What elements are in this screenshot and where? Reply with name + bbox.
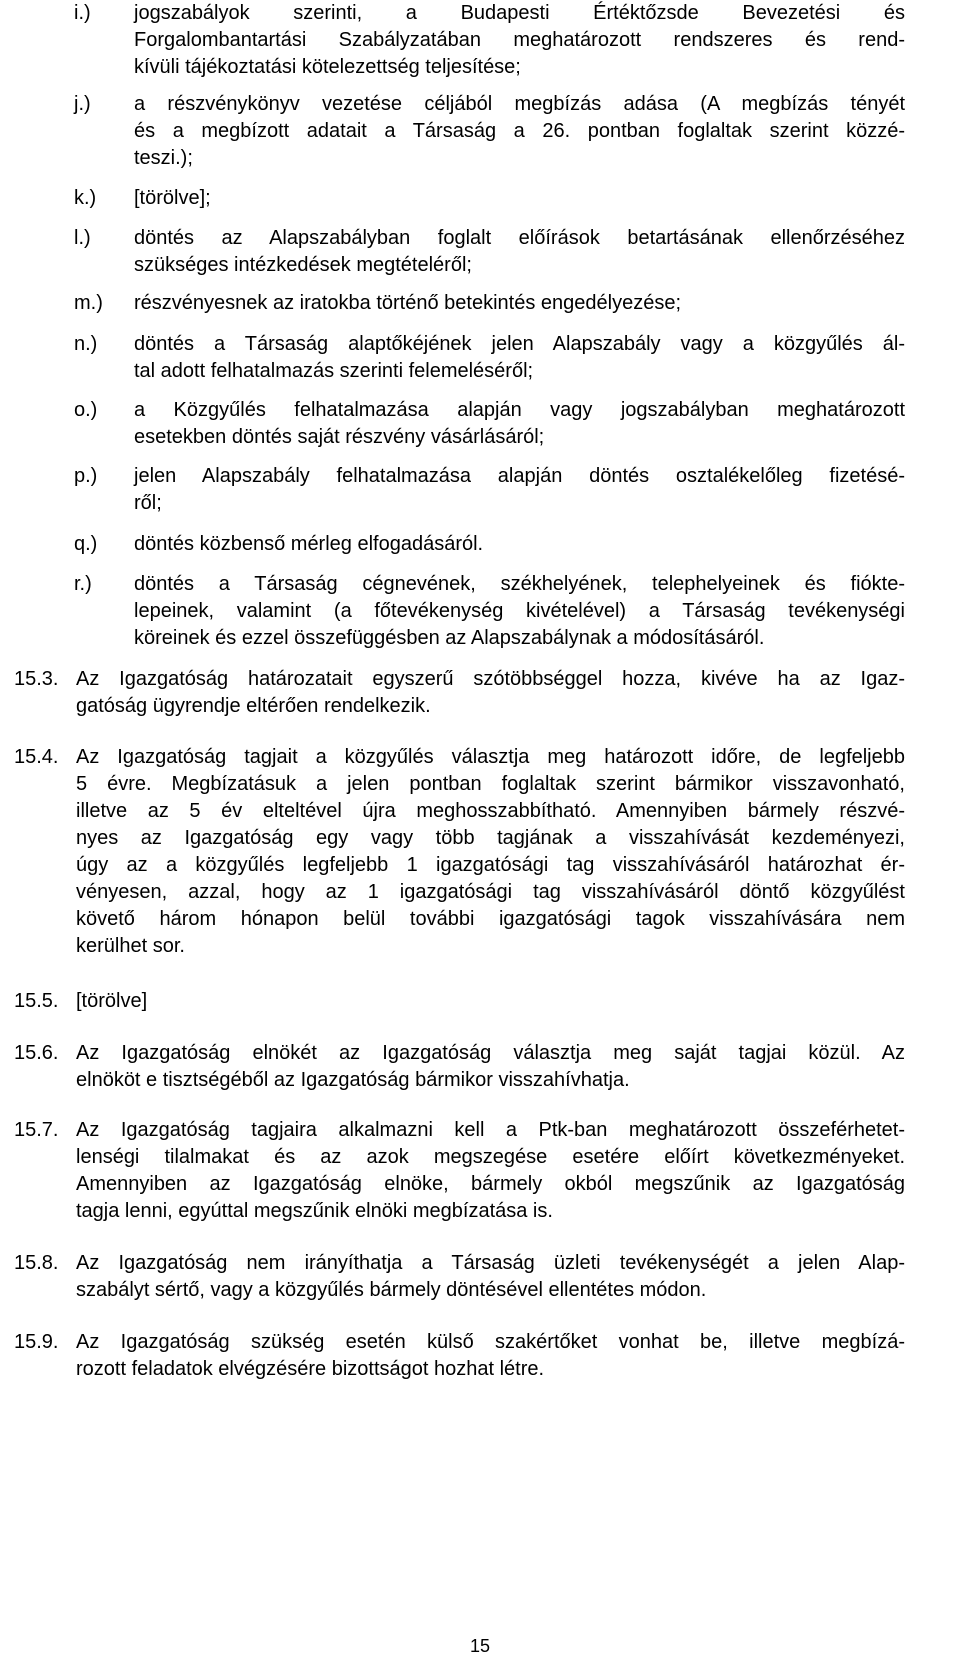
list-item-label: o.) (74, 399, 98, 421)
text-line: tal adott felhatalmazás szerinti felemeléséről; (134, 360, 534, 382)
list-item-label: i.) (74, 2, 91, 24)
list-item-label: l.) (74, 227, 91, 249)
text-line: lenségi tilalmakat és az azok megszegése esetére előírt következményeket. (76, 1146, 905, 1168)
text-line: gatóság ügyrendje eltérően rendelkezik. (76, 695, 431, 717)
section-label: 15.5. (14, 990, 59, 1012)
list-item-label: k.) (74, 187, 97, 209)
list-item-text (134, 531, 905, 558)
list-item-text (134, 331, 905, 385)
section-text (76, 1329, 905, 1383)
text-line: lepeinek, valamint (a főtevékenység kivételével) a Társaság tevékenységi (134, 600, 905, 622)
text-line: szükséges intézkedések megtételéről; (134, 254, 472, 276)
list-item-text (134, 0, 905, 81)
section-text (76, 1117, 905, 1225)
text-line: Az Igazgatóság tagjaira alkalmazni kell a Ptk-ban meghatározott összeférhetet- (76, 1119, 905, 1141)
text-line: vényesen, azzal, hogy az 1 igazgatósági tag visszahívásáról döntő közgyűlést (76, 881, 905, 903)
section-text (76, 666, 905, 720)
section-label: 15.4. (14, 746, 59, 768)
section-text (76, 744, 905, 960)
text-line: tagja lenni, egyúttal megszűnik elnöki megbízatása is. (76, 1200, 553, 1222)
list-item-label: r.) (74, 573, 92, 595)
section-label: 15.6. (14, 1042, 59, 1064)
text-line: elnököt e tisztségéből az Igazgatóság bármikor visszahívhatja. (76, 1069, 630, 1091)
section-label: 15.7. (14, 1119, 59, 1141)
text-line: Az Igazgatóság nem irányíthatja a Társaság üzleti tevékenységét a jelen Alap- (76, 1252, 905, 1274)
section-text (76, 1040, 905, 1094)
list-item-label: j.) (74, 93, 91, 115)
list-item-text (134, 225, 905, 279)
section-label: 15.3. (14, 668, 59, 690)
text-line: Az Igazgatóság tagjait a közgyűlés választja meg határozott időre, de legfeljebb (76, 746, 905, 768)
text-line: jelen Alapszabály felhatalmazása alapján döntés osztalékelőleg fizetésé- (134, 465, 905, 487)
text-line: kerülhet sor. (76, 935, 185, 957)
list-item-text (134, 185, 905, 212)
text-line: döntés az Alapszabályban foglalt előírások betartásának ellenőrzéséhez (134, 227, 905, 249)
list-item-label: q.) (74, 533, 98, 555)
text-line: illetve az 5 év elteltével újra meghosszabbítható. Amennyiben bármely részvé- (76, 800, 905, 822)
list-item-label: p.) (74, 465, 98, 487)
text-line: Az Igazgatóság elnökét az Igazgatóság választja meg saját tagjai közül. Az (76, 1042, 905, 1064)
section-label: 15.9. (14, 1331, 59, 1353)
text-line: Forgalombantartási Szabályzatában meghatározott rendszeres és rend- (134, 29, 905, 51)
text-line: [törölve]; (134, 187, 211, 209)
text-line: [törölve] (76, 990, 148, 1012)
text-line: ről; (134, 492, 162, 514)
text-line: döntés közbenső mérleg elfogadásáról. (134, 533, 484, 555)
text-line: Az Igazgatóság szükség esetén külső szakértőket vonhat be, illetve megbízá- (76, 1331, 905, 1353)
text-line: esetekben döntés saját részvény vásárlásáról; (134, 426, 545, 448)
list-item-label: m.) (74, 292, 103, 314)
section-label: 15.8. (14, 1252, 59, 1274)
list-item-text (134, 290, 905, 317)
text-line: Amennyiben az Igazgatóság elnöke, bármely okból megszűnik az Igazgatóság (76, 1173, 905, 1195)
text-line: köreinek és ezzel összefüggésben az Alapszabálynak a módosításáról. (134, 627, 765, 649)
text-line: jogszabályok szerinti, a Budapesti Értéktőzsde Bevezetési és (134, 2, 905, 24)
text-line: nyes az Igazgatóság egy vagy több tagjának a visszahívását kezdeményezi, (76, 827, 905, 849)
text-line: követő három hónapon belül további igazgatósági tagok visszahívására nem (76, 908, 905, 930)
text-line: úgy az a közgyűlés legfeljebb 1 igazgatósági tag visszahívásáról határozhat ér- (76, 854, 905, 876)
list-item-text (134, 397, 905, 451)
list-item-text (134, 571, 905, 652)
list-item-text (134, 463, 905, 517)
text-line: rozott feladatok elvégzésére bizottságot hozhat létre. (76, 1358, 545, 1380)
section-text (76, 1250, 905, 1304)
section-text (76, 988, 905, 1015)
text-line: teszi.); (134, 147, 193, 169)
text-line: Az Igazgatóság határozatait egyszerű szótöbbséggel hozza, kivéve ha az Igaz- (76, 668, 905, 690)
text-line: és a megbízott adatait a Társaság a 26. pontban foglaltak szerint közzé- (134, 120, 905, 142)
list-item-text (134, 91, 905, 172)
text-line: 5 évre. Megbízatásuk a jelen pontban foglaltak szerint bármikor visszavonható, (76, 773, 905, 795)
text-line: döntés a Társaság alaptőkéjének jelen Alapszabály vagy a közgyűlés ál- (134, 333, 905, 355)
text-line: részvényesnek az iratokba történő betekintés engedélyezése; (134, 292, 682, 314)
text-line: döntés a Társaság cégnevének, székhelyének, telephelyeinek és fiókte- (134, 573, 905, 595)
list-item-label: n.) (74, 333, 98, 355)
text-line: szabályt sértő, vagy a közgyűlés bármely döntésével ellentétes módon. (76, 1279, 707, 1301)
text-line: kívüli tájékoztatási kötelezettség teljesítése; (134, 56, 521, 78)
text-line: a részvénykönyv vezetése céljából megbízás adása (A megbízás tényét (134, 93, 905, 115)
text-line: a Közgyűlés felhatalmazása alapján vagy jogszabályban meghatározott (134, 399, 905, 421)
page-number: 15 (469, 1636, 491, 1656)
